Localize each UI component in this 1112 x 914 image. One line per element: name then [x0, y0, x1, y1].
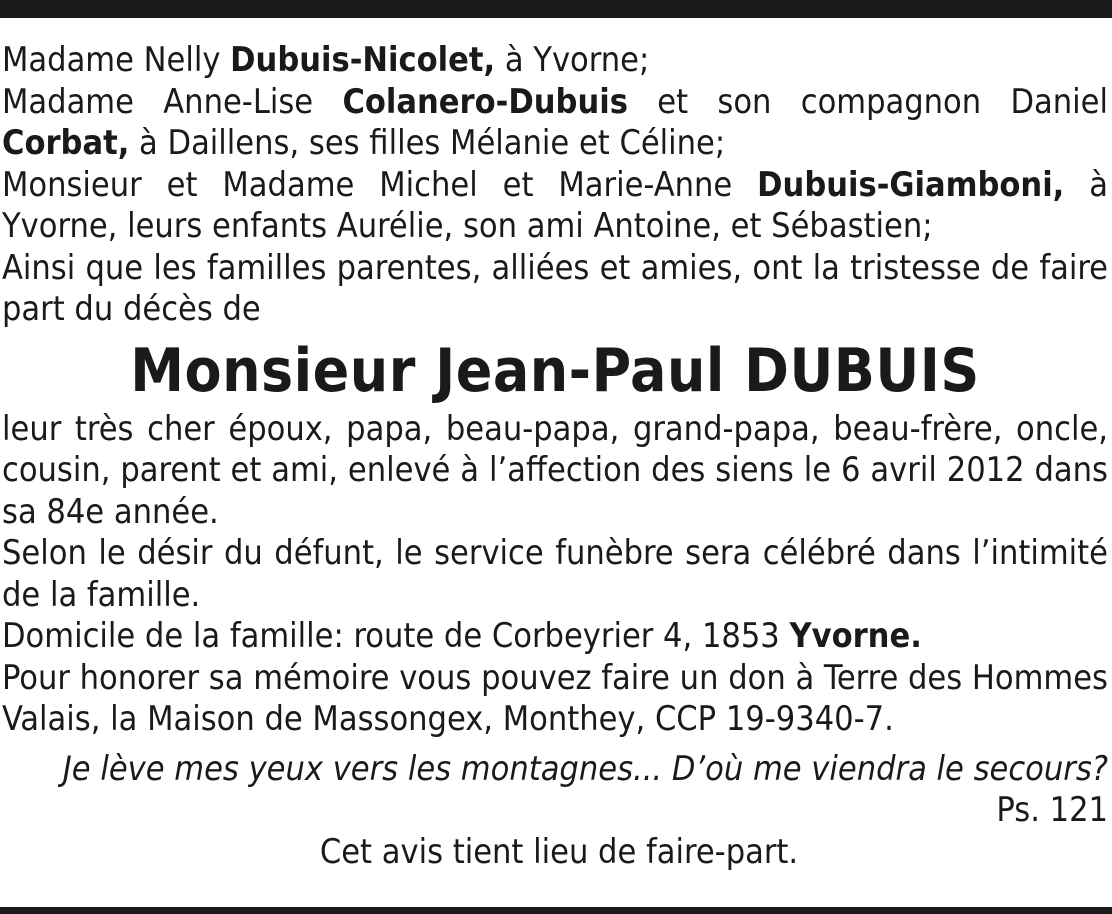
- family-line-text: Madame Anne-Lise: [2, 81, 343, 122]
- family-line-nelly: [2, 40, 1108, 82]
- family-surname: Dubuis-Nicolet,: [230, 40, 496, 80]
- family-line-text: à Daillens, ses filles Mélanie et Céline;: [129, 123, 726, 163]
- family-surname: Dubuis-Giamboni,: [757, 164, 1065, 205]
- domicile-text: Domicile de la famille: route de Corbeyrier 4, 1853: [2, 616, 790, 656]
- family-surname: Corbat,: [2, 123, 130, 163]
- quote-source: Ps. 121: [996, 790, 1108, 830]
- body-paragraph-domicile: [2, 616, 1108, 658]
- family-line-anne-lise: [2, 82, 1108, 165]
- body-paragraph-service: Selon le désir du défunt, le service funèbre sera célébré dans l’intimité de la famille.: [2, 533, 1108, 615]
- bottom-rule: [0, 907, 1112, 914]
- family-line-michel: [2, 165, 1108, 248]
- domicile-town: Yvorne.: [789, 616, 922, 656]
- bible-quote: Je lève mes yeux vers les montagnes... D’où me viendra le secours?: [62, 748, 1108, 789]
- family-line-text: Madame Nelly: [2, 40, 231, 80]
- top-rule: [0, 0, 1112, 18]
- body-paragraph-tribute: leur très cher époux, papa, beau-papa, grand-papa, beau-frère, oncle, cousin, parent et ami, enlevé à l’affection des siens le 6 avril 2012 dans sa 84e année.: [2, 408, 1108, 532]
- family-line-text: à Yvorne;: [495, 40, 650, 80]
- family-line-text: Monsieur et Madame Michel et Marie-Anne: [2, 164, 758, 205]
- footer-note: Cet avis tient lieu de faire-part.: [319, 831, 799, 872]
- obituary-notice: [2, 40, 1108, 873]
- body-paragraph-donation: Pour honorer sa mémoire vous pouvez faire un don à Terre des Hommes Valais, la Maison de Massongex, Monthey, CCP 19-9340-7.: [2, 657, 1108, 739]
- family-line-text: à Yvorne, leurs enfants Aurélie, son ami Antoine, et Sébastien;: [2, 164, 1108, 246]
- family-line-text: et son compagnon Daniel: [627, 81, 1109, 122]
- family-line-relatives: Ainsi que les familles parentes, alliées et amies, ont la tristesse de faire part du décès de: [2, 247, 1108, 329]
- deceased-name: Monsieur Jean-Paul DUBUIS: [130, 335, 980, 406]
- family-surname: Colanero-Dubuis: [342, 81, 628, 122]
